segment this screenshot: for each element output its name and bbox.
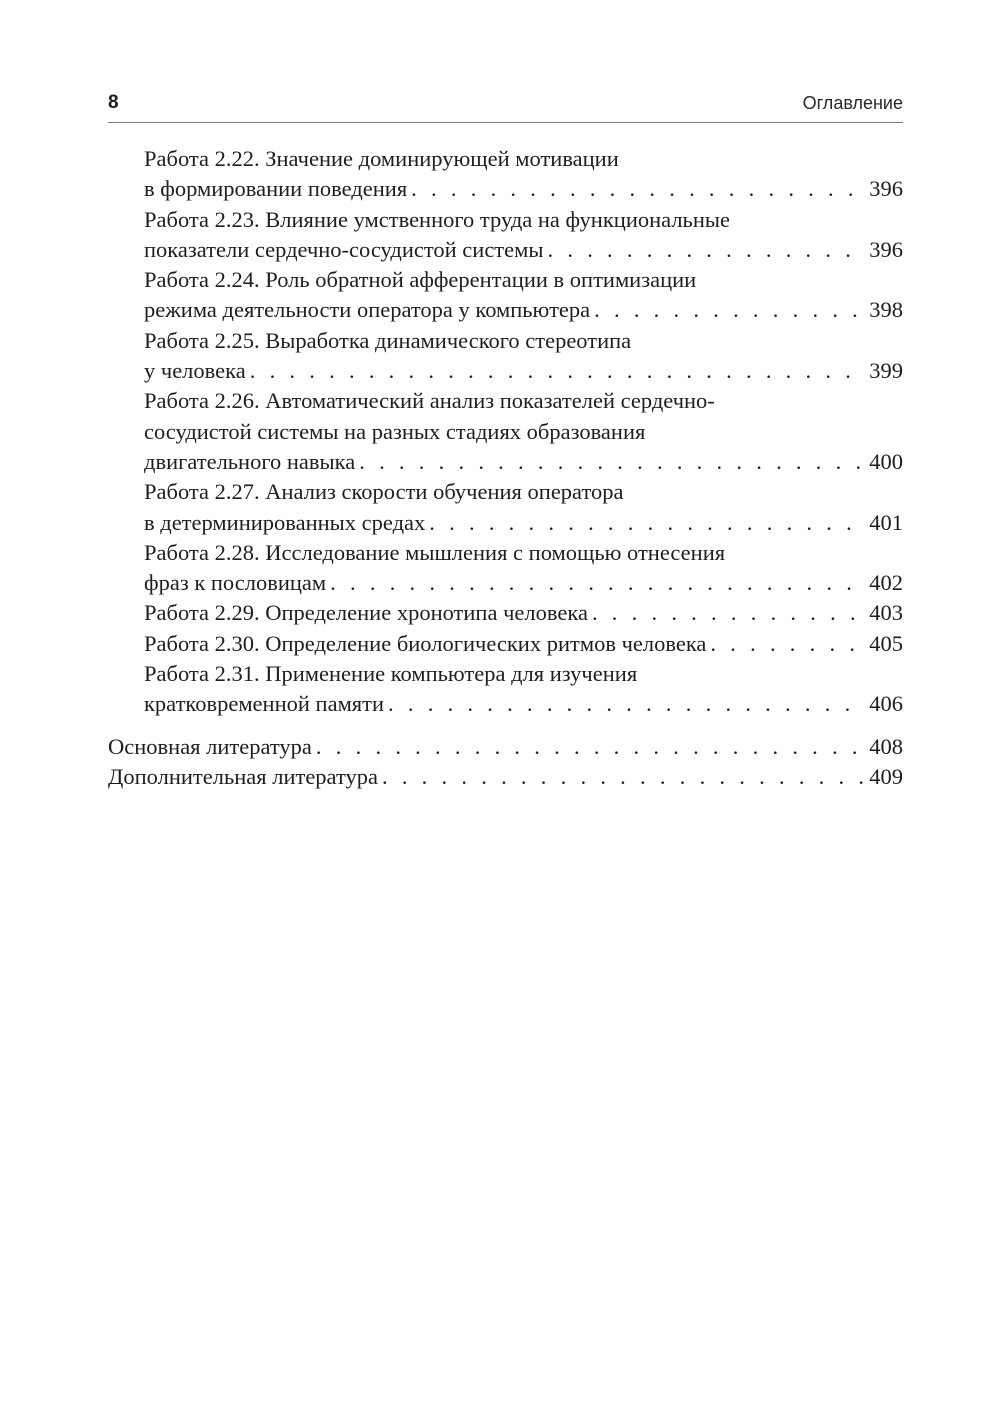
toc-entry-title-line: Работа 2.25. Выработка динамического стереотипа bbox=[144, 327, 632, 353]
toc-entry-last-line bbox=[144, 356, 903, 386]
toc-page-number: 396 bbox=[869, 176, 903, 202]
toc-entry-title-line: Работа 2.28. Исследование мышления с помощью отнесения bbox=[144, 539, 726, 565]
toc-entry-2-29[interactable] bbox=[108, 598, 903, 628]
dot-leader bbox=[382, 762, 865, 792]
page-number: 8 bbox=[108, 92, 119, 113]
toc-entry-title-end: в формировании поведения bbox=[144, 176, 408, 202]
toc-entry-2-28[interactable] bbox=[108, 538, 903, 599]
toc-entry-title-line: Работа 2.23. Влияние умственного труда на функциональные bbox=[144, 206, 730, 232]
dot-leader bbox=[411, 174, 865, 204]
toc-entry-title-end: фраз к пословицам bbox=[144, 570, 327, 596]
toc-page-number: 408 bbox=[869, 733, 903, 759]
toc-entry-2-22[interactable] bbox=[108, 144, 903, 205]
toc-page-number: 406 bbox=[869, 691, 903, 717]
toc-entry-title-end: кратковременной памяти bbox=[144, 691, 385, 717]
toc-entry-title-end: режима деятельности оператора у компьютера bbox=[144, 297, 591, 323]
toc-entry-2-26[interactable] bbox=[108, 386, 903, 477]
toc-page-number: 398 bbox=[869, 297, 903, 323]
toc-entry-last-line bbox=[144, 568, 903, 598]
toc-entry-title-end: Дополнительная литература bbox=[108, 763, 378, 789]
dot-leader bbox=[710, 629, 865, 659]
toc-entry-last-line bbox=[144, 235, 903, 265]
toc-entry-last-line bbox=[108, 732, 903, 762]
dot-leader bbox=[594, 295, 865, 325]
toc-entry-last-line bbox=[144, 447, 903, 477]
toc-entry-2-31[interactable] bbox=[108, 659, 903, 720]
toc-entry-last-line bbox=[144, 508, 903, 538]
toc-entry-2-30[interactable] bbox=[108, 629, 903, 659]
page-header bbox=[108, 86, 903, 123]
toc-page-number: 405 bbox=[869, 630, 903, 656]
toc-entry-last-line bbox=[144, 598, 903, 628]
toc-page-number: 400 bbox=[869, 448, 903, 474]
toc-entry-last-line bbox=[108, 762, 903, 792]
dot-leader bbox=[359, 447, 865, 477]
dot-leader bbox=[429, 508, 865, 538]
toc-entry-main-literature[interactable] bbox=[108, 732, 903, 762]
toc-page-number: 409 bbox=[869, 763, 903, 789]
toc-page-number: 401 bbox=[869, 509, 903, 535]
table-of-contents bbox=[108, 144, 903, 792]
toc-page-number: 399 bbox=[869, 358, 903, 384]
toc-entry-2-25[interactable] bbox=[108, 326, 903, 387]
toc-entry-title-end: Основная литература bbox=[108, 733, 312, 759]
dot-leader bbox=[330, 568, 865, 598]
toc-entry-title-end: у человека bbox=[144, 358, 246, 384]
dot-leader bbox=[548, 235, 866, 265]
toc-page-number: 403 bbox=[869, 600, 903, 626]
toc-entry-title-line: Работа 2.26. Автоматический анализ показателей сердечно- bbox=[144, 388, 715, 414]
toc-entry-title-line: Работа 2.31. Применение компьютера для изучения bbox=[144, 661, 638, 687]
toc-entry-2-27[interactable] bbox=[108, 477, 903, 538]
toc-entry-additional-literature[interactable] bbox=[108, 762, 903, 792]
toc-entry-last-line bbox=[144, 295, 903, 325]
toc-entry-last-line bbox=[144, 629, 903, 659]
running-title: Оглавление bbox=[802, 93, 903, 113]
toc-entry-title-end: двигательного навыка bbox=[144, 448, 356, 474]
toc-entry-title-end: в детерминированных средах bbox=[144, 509, 426, 535]
toc-entry-title-line: Работа 2.24. Роль обратной афферентации в оптимизации bbox=[144, 267, 697, 293]
toc-entry-title-line: сосудистой системы на разных стадиях образования bbox=[144, 418, 646, 444]
toc-entry-2-23[interactable] bbox=[108, 205, 903, 266]
dot-leader bbox=[316, 732, 865, 762]
toc-entry-title-end: Работа 2.29. Определение хронотипа человека bbox=[144, 600, 588, 626]
toc-page-number: 402 bbox=[869, 570, 903, 596]
dot-leader bbox=[592, 598, 865, 628]
dot-leader bbox=[388, 689, 865, 719]
toc-entry-last-line bbox=[144, 689, 903, 719]
dot-leader bbox=[250, 356, 866, 386]
toc-entry-title-line: Работа 2.22. Значение доминирующей мотивации bbox=[144, 146, 619, 171]
toc-entry-title-line: Работа 2.27. Анализ скорости обучения оператора bbox=[144, 479, 624, 505]
toc-entry-2-24[interactable] bbox=[108, 265, 903, 326]
toc-entry-title-end: показатели сердечно-сосудистой системы bbox=[144, 236, 544, 262]
toc-entry-title-end: Работа 2.30. Определение биологических ритмов человека bbox=[144, 630, 707, 656]
toc-entry-last-line bbox=[144, 174, 903, 204]
toc-page-number: 396 bbox=[869, 236, 903, 262]
